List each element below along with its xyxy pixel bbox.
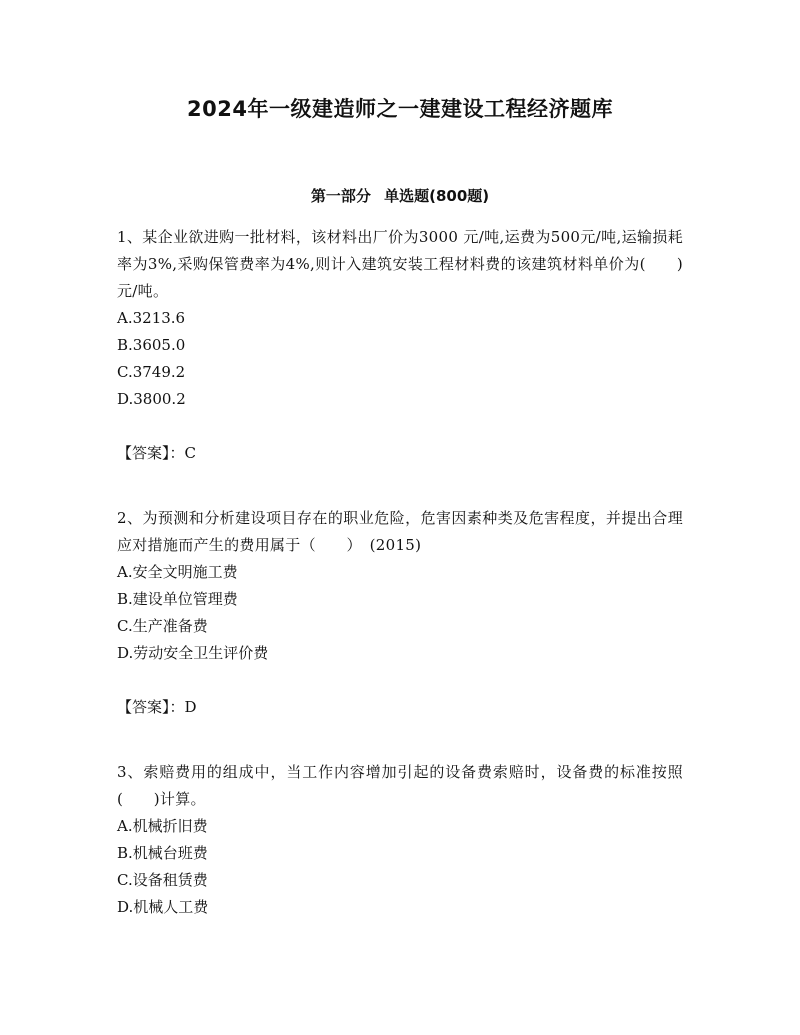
question-list <box>117 224 683 921</box>
answer-line <box>117 694 683 721</box>
option-b: B.建设单位管理费 <box>117 590 238 608</box>
option-a: A.机械折旧费 <box>117 817 208 835</box>
option-b: B.机械台班费 <box>117 844 208 862</box>
answer-value: D <box>184 698 197 716</box>
section-title: 第一部分 单选题(800题) <box>310 187 490 205</box>
answer-line <box>117 440 683 467</box>
option-a: A.3213.6 <box>117 309 186 327</box>
question-stem: 1、某企业欲进购一批材料，该材料出厂价为3000 元/吨,运费为500元/吨,运输损耗率为3%,采购保管费率为4%,则计入建筑安装工程材料费的该建筑材料单价为( )元/吨。 <box>117 228 683 300</box>
answer-label: 【答案】： <box>117 698 185 716</box>
question-1 <box>117 224 683 467</box>
option-b: B.3605.0 <box>117 336 186 354</box>
answer-label: 【答案】： <box>117 444 185 462</box>
question-spacer <box>117 721 683 759</box>
option-d: D.3800.2 <box>117 390 186 408</box>
option-c: C.设备租赁费 <box>117 871 208 889</box>
option-d: D.机械人工费 <box>117 898 209 916</box>
question-stem: 3、索赔费用的组成中，当工作内容增加引起的设备费索赔时，设备费的标准按照( )计算。 <box>117 763 683 808</box>
option-c: C.3749.2 <box>117 363 186 381</box>
question-2 <box>117 505 683 721</box>
question-spacer <box>117 467 683 505</box>
question-3 <box>117 759 683 921</box>
document-title: 2024年一级建造师之一建建设工程经济题库 <box>187 97 613 121</box>
option-c: C.生产准备费 <box>117 617 208 635</box>
option-a: A.安全文明施工费 <box>117 563 238 581</box>
question-stem: 2、为预测和分析建设项目存在的职业危险，危害因素种类及危害程度，并提出合理应对措施而产生的费用属于（ ） (2015) <box>117 509 683 554</box>
answer-value: C <box>184 444 196 462</box>
option-d: D.劳动安全卫生评价费 <box>117 644 269 662</box>
